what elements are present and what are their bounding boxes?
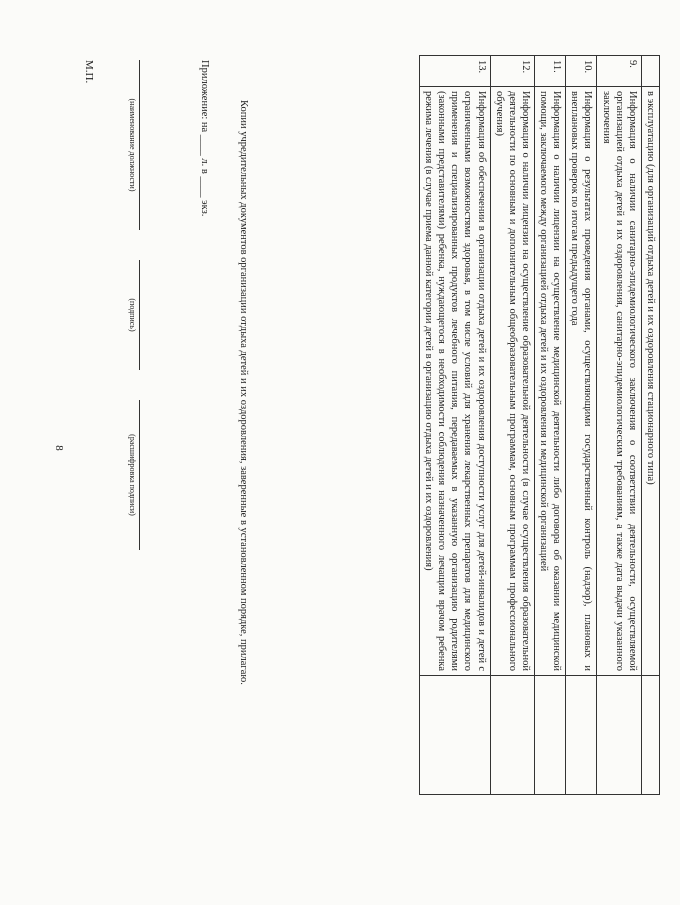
stamp-place: М.П.: [83, 60, 95, 84]
row-description: Информация о наличии лицензии на осуществление образовательной деятельности (в случае осуществления образовательной деятельности по основным и дополнительным общеобразовательным программам, основным программам профессионального обучения): [490, 87, 534, 676]
row-number: 10.: [566, 56, 597, 87]
table-row: [535, 56, 566, 795]
row-answer-cell: [597, 676, 641, 795]
information-table: [419, 55, 660, 795]
row-answer-cell: [566, 676, 597, 795]
page-number: 8: [52, 445, 65, 451]
table-row: [420, 56, 491, 795]
copies-paragraph: Копии учредительных документов организации отдыха детей и их оздоровления, заверенные в установленном порядке, прилагаю.: [238, 100, 249, 685]
signature-row: [128, 60, 140, 660]
row-number: [641, 56, 659, 87]
signature-decoding-label: (расшифровка подписи): [128, 400, 140, 550]
row-number: 13.: [420, 56, 491, 87]
row-number: 11.: [535, 56, 566, 87]
rotated-document-content: [80, 40, 680, 890]
row-answer-cell: [641, 676, 659, 795]
attachment-line: Приложение: на ____ л. в ____ экз.: [199, 60, 210, 217]
row-answer-cell: [535, 676, 566, 795]
signature-label: (подпись): [128, 260, 140, 370]
table-row: [566, 56, 597, 795]
row-description: Информация о наличии лицензии на осуществление медицинской деятельности либо договора об оказании медицинской помощи, заключаемого между организацией отдыха детей и их оздоровления и медицинской организацией: [535, 87, 566, 676]
table-row: [597, 56, 641, 795]
row-description: Информация об обеспечении в организации отдыха детей и их оздоровления доступности услуг для детей-инвалидов и детей с ограниченными возможностями здоровья, в том числе условий для хранения лекарственных препаратов для медицинского применения и специализированных продуктов лечебного питания, передаваемых в указанную организацию родителями (законными представителями) ребенка, нуждающегося в необходимости соблюдения назначенного лечащим врачом ребенка режима лечения (в случае приема данной категории детей в организацию отдыха детей и их оздоровления): [420, 87, 491, 676]
table-row: [641, 56, 659, 795]
row-description: Информация о наличии санитарно-эпидемиологического заключения о соответствии деятельности, осуществляемой организацией отдыха детей и их оздоровления, санитарно-эпидемиологическим требованиям, а также дата выдачи указанного заключения: [597, 87, 641, 676]
table-row: [490, 56, 534, 795]
copies-paragraph-block: [226, 60, 250, 820]
row-number: 9.: [597, 56, 641, 87]
row-number: 12.: [490, 56, 534, 87]
row-answer-cell: [490, 676, 534, 795]
row-answer-cell: [420, 676, 491, 795]
row-description: в эксплуатацию (для организаций отдыха детей и их оздоровления стационарного типа): [641, 87, 659, 676]
position-label: (наименование должности): [128, 60, 140, 230]
row-description: Информация о результатах проведения органами, осуществляющими государственный контроль (надзор), плановых и внеплановых проверок по итогам предыдущего года: [566, 87, 597, 676]
